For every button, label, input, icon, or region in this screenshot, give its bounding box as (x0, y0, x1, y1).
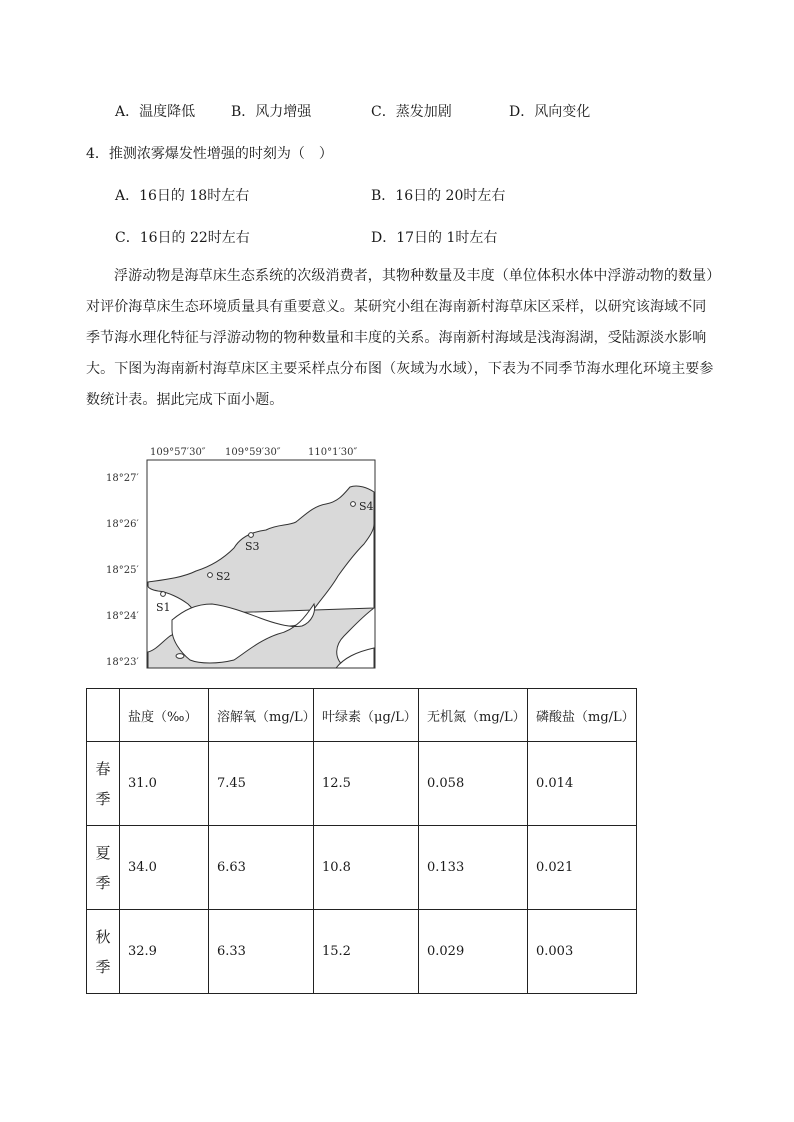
table-cell: 6.33 (209, 910, 314, 994)
seawater-parameters-table (86, 688, 637, 994)
station-s1-marker (161, 592, 166, 597)
map-lat-label-2: 18°26′ (106, 519, 139, 530)
station-s3-label: S3 (245, 540, 260, 553)
table-row (87, 910, 637, 994)
q4-option-d: D．17日的 1时左右 (371, 230, 498, 246)
station-s3-marker (249, 533, 254, 538)
table-cell: 0.058 (419, 742, 528, 826)
q3-option-d: D．风向变化 (509, 104, 591, 120)
table-cell: 6.63 (209, 826, 314, 910)
season-cell-spring: 春 季 (87, 742, 120, 826)
map-lon-label-3: 110°1′30″ (308, 447, 358, 458)
table-row (87, 826, 637, 910)
table-cell: 12.5 (314, 742, 419, 826)
table-row (87, 742, 637, 826)
station-s1-label: S1 (156, 601, 171, 614)
table-cell: 0.133 (419, 826, 528, 910)
q4-option-a: A．16日的 18时左右 (115, 188, 250, 204)
table-cell: 0.014 (528, 742, 637, 826)
table-cell: 0.021 (528, 826, 637, 910)
station-s4-marker (351, 502, 356, 507)
small-island (176, 654, 184, 659)
table-cell: 34.0 (120, 826, 209, 910)
station-s2-marker (208, 573, 213, 578)
header-chlorophyll: 叶绿素（μg/L） (314, 689, 419, 742)
q4-option-c: C．16日的 22时左右 (115, 230, 250, 246)
reading-passage: 浮游动物是海草床生态系统的次级消费者，其物种数量及丰度（单位体积水体中浮游动物的数量）对评价海草床生态环境质量具有重要意义。某研究小组在海南新村海草床区采样，以研究该海域不同季节海水理化特征与浮游动物的物种数量和丰度的关系。海南新村海域是浅海潟湖，受陆源淡水影响大。下图为海南新村海草床区主要采样点分布图（灰域为水域），下表为不同季节海水理化环境主要参数统计表。据此完成下面小题。 (86, 268, 714, 408)
season-cell-autumn: 秋 季 (87, 910, 120, 994)
sampling-map (100, 440, 385, 672)
q3-option-a: A．温度降低 (115, 104, 196, 120)
station-s4-label: S4 (359, 500, 374, 513)
table-cell: 7.45 (209, 742, 314, 826)
table-cell: 32.9 (120, 910, 209, 994)
map-lat-label-4: 18°24′ (106, 611, 139, 622)
q3-option-b: B．风力增强 (231, 104, 312, 120)
q4-option-b: B．16日的 20时左右 (371, 188, 506, 204)
map-lat-label-3: 18°25′ (106, 565, 139, 576)
map-lat-label-1: 18°27′ (106, 473, 139, 484)
table-cell: 0.003 (528, 910, 637, 994)
table-cell: 15.2 (314, 910, 419, 994)
station-s2-label: S2 (216, 570, 231, 583)
table-cell: 0.029 (419, 910, 528, 994)
table-cell: 10.8 (314, 826, 419, 910)
map-lat-label-5: 18°23′ (106, 657, 139, 668)
table-header-corner (87, 689, 120, 742)
header-dissolved-oxygen: 溶解氧（mg/L） (209, 689, 314, 742)
q4-stem: 4．推测浓雾爆发性增强的时刻为（ ） (86, 146, 333, 162)
map-lon-label-2: 109°59′30″ (225, 447, 281, 458)
header-inorganic-nitrogen: 无机氮（mg/L） (419, 689, 528, 742)
map-lon-label-1: 109°57′30″ (150, 447, 206, 458)
header-phosphate: 磷酸盐（mg/L） (528, 689, 637, 742)
table-header-row (87, 689, 637, 742)
table-cell: 31.0 (120, 742, 209, 826)
header-salinity: 盐度（‰） (120, 689, 209, 742)
season-cell-summer: 夏 季 (87, 826, 120, 910)
q3-option-c: C．蒸发加剧 (371, 104, 452, 120)
